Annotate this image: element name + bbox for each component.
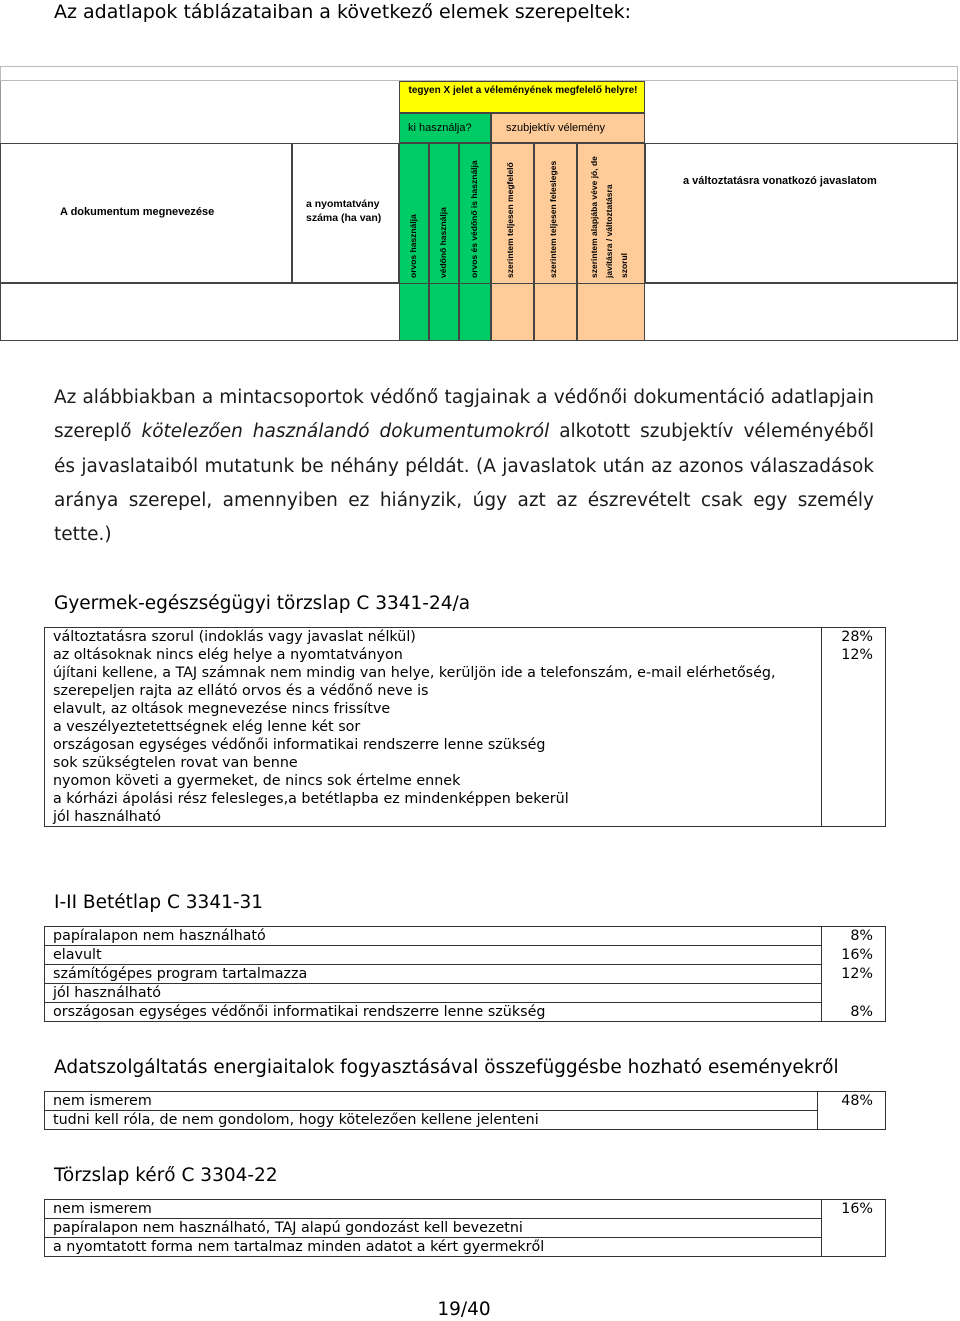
table-row: [45, 965, 886, 984]
section-table: [44, 1199, 886, 1257]
row-percent: 8%: [822, 1003, 886, 1022]
table-row: [45, 646, 886, 664]
ki-hasznalja-label: ki használja?: [408, 122, 472, 134]
row-text: nyomon követi a gyermeket, de nincs sok értelme ennek: [45, 772, 822, 790]
row-text: papíralapon nem használható, TAJ alapú gondozást kell bevezetni: [45, 1219, 822, 1238]
table-row: [45, 1200, 886, 1219]
table-row: [45, 984, 886, 1003]
row-percent: [822, 790, 886, 808]
row-percent: [822, 1219, 886, 1238]
section-title: Adatszolgáltatás energiaitalok fogyasztásával összefüggésbe hozható eseményekről: [54, 1057, 839, 1078]
table-row: [45, 790, 886, 808]
row-percent: 48%: [818, 1092, 886, 1111]
suggestion-label: a változtatásra vonatkozó javaslatom: [683, 175, 877, 187]
row-text: a kórházi ápolási rész felesleges,a betétlapba ez mindenképpen bekerül: [45, 790, 822, 808]
row-text: újítani kellene, a TAJ számnak nem mindig van helye, kerüljön ide a telefonszám, e-mail elérhetőség,: [45, 664, 822, 682]
form-grid-top: [0, 66, 958, 81]
col-label-mindketto: orvos és védőnő is használja: [469, 160, 479, 278]
table-row: [45, 736, 886, 754]
col-label-valtoztatas-2: javításra / változtatásra: [604, 184, 614, 278]
row-text: papíralapon nem használható: [45, 927, 822, 946]
row-text: országosan egységes védőnői informatikai rendszerre lenne szükség: [45, 1003, 822, 1022]
col-label-felesleges: szerintem teljesen felesleges: [548, 160, 558, 278]
form-row-divider: [399, 283, 645, 341]
section-table: [44, 627, 886, 827]
row-percent: [822, 1238, 886, 1257]
col-label-megfelelo: szerintem teljesen megfelelő: [505, 162, 515, 278]
intro-text: Az adatlapok táblázataiban a következő elemek szerepeltek:: [54, 1, 632, 23]
table-row: [45, 628, 886, 647]
table-row: [45, 1003, 886, 1022]
row-text: az oltásoknak nincs elég helye a nyomtatványon: [45, 646, 822, 664]
table-row: [45, 1092, 886, 1111]
form-number-line-1: a nyomtatvány: [306, 198, 380, 210]
col-label-orvos: orvos használja: [408, 214, 418, 278]
row-text: nem ismerem: [45, 1092, 818, 1111]
row-text: jól használható: [45, 984, 822, 1003]
page-number: 19/40: [437, 1299, 491, 1320]
table-row: [45, 772, 886, 790]
table-row: [45, 682, 886, 700]
row-text: a veszélyeztetettségnek elég lenne két sor: [45, 718, 822, 736]
section-title: I-II Betétlap C 3341-31: [54, 892, 264, 913]
row-text: a nyomtatott forma nem tartalmaz minden adatot a kért gyermekről: [45, 1238, 822, 1257]
row-text: elavult: [45, 946, 822, 965]
szubjektiv-label: szubjektív vélemény: [506, 122, 606, 134]
row-percent: [822, 682, 886, 700]
row-percent: [822, 808, 886, 827]
row-text: sok szükségtelen rovat van benne: [45, 754, 822, 772]
col-label-vedono: védőnő használja: [438, 207, 448, 278]
row-text: tudni kell róla, de nem gondolom, hogy kötelezően kellene jelenteni: [45, 1111, 818, 1130]
row-text: országosan egységes védőnői informatikai rendszerre lenne szükség: [45, 736, 822, 754]
row-percent: 16%: [822, 1200, 886, 1219]
table-row: [45, 700, 886, 718]
row-percent: 12%: [822, 646, 886, 664]
col-label-valtoztatas-3: szorul: [619, 252, 629, 278]
form-number-label: [306, 197, 381, 225]
row-text: szerepeljen rajta az ellátó orvos és a védőnő neve is: [45, 682, 822, 700]
paragraph-italic: kötelezően használandó dokumentumokról: [141, 421, 550, 443]
row-text: változtatásra szorul (indoklás vagy javaslat nélkül): [45, 628, 822, 647]
row-percent: [822, 984, 886, 1003]
paragraph-part-1: Az alábbiakban a mintacsoportok védőnő tagjainak a védőnői dokumentáció adatlapjain szereplő: [54, 387, 874, 443]
table-row: [45, 1219, 886, 1238]
intro-paragraph: [54, 381, 874, 552]
table-row: [45, 1111, 886, 1130]
row-percent: 16%: [822, 946, 886, 965]
row-percent: [818, 1111, 886, 1130]
paragraph-part-2: alkotott szubjektív véleményéből és javaslataiból mutatunk be néhány példát. (A javaslatok után az azonos válaszadások aránya szerepel, amennyiben ez hiányzik, úgy azt az észrevételt csak egy személy tette.): [54, 421, 874, 546]
row-percent: 12%: [822, 965, 886, 984]
row-percent: [822, 772, 886, 790]
col-label-valtoztatas-1: szerintem alapjába véve jó, de: [589, 156, 599, 278]
szubjektiv-box: [491, 113, 645, 143]
section-title: Törzslap kérő C 3304-22: [54, 1165, 278, 1186]
row-percent: [822, 754, 886, 772]
row-percent: [822, 718, 886, 736]
section-table: [44, 926, 886, 1022]
row-percent: [822, 736, 886, 754]
row-text: nem ismerem: [45, 1200, 822, 1219]
table-row: [45, 946, 886, 965]
row-text: elavult, az oltások megnevezése nincs frissítve: [45, 700, 822, 718]
table-row: [45, 718, 886, 736]
form-header-image: [0, 66, 960, 341]
table-row: [45, 664, 886, 682]
row-percent: [822, 700, 886, 718]
table-row: [45, 1238, 886, 1257]
row-percent: [822, 664, 886, 682]
table-row: [45, 808, 886, 827]
row-text: jól használható: [45, 808, 822, 827]
col-javaslat: [645, 143, 958, 283]
table-row: [45, 927, 886, 946]
row-text: számítógépes program tartalmazza: [45, 965, 822, 984]
row-percent: 28%: [822, 628, 886, 647]
instruction-label: tegyen X jelet a véleményének megfelelő helyre!: [408, 85, 638, 96]
section-title: Gyermek-egészségügyi törzslap C 3341-24/a: [54, 593, 471, 614]
table-row: [45, 754, 886, 772]
instruction-box: [399, 81, 645, 113]
doc-name-label: A dokumentum megnevezése: [60, 206, 215, 218]
row-percent: 8%: [822, 927, 886, 946]
ki-hasznalja-box: [399, 113, 491, 143]
section-table: [44, 1091, 886, 1130]
form-number-line-2: száma (ha van): [306, 212, 382, 224]
